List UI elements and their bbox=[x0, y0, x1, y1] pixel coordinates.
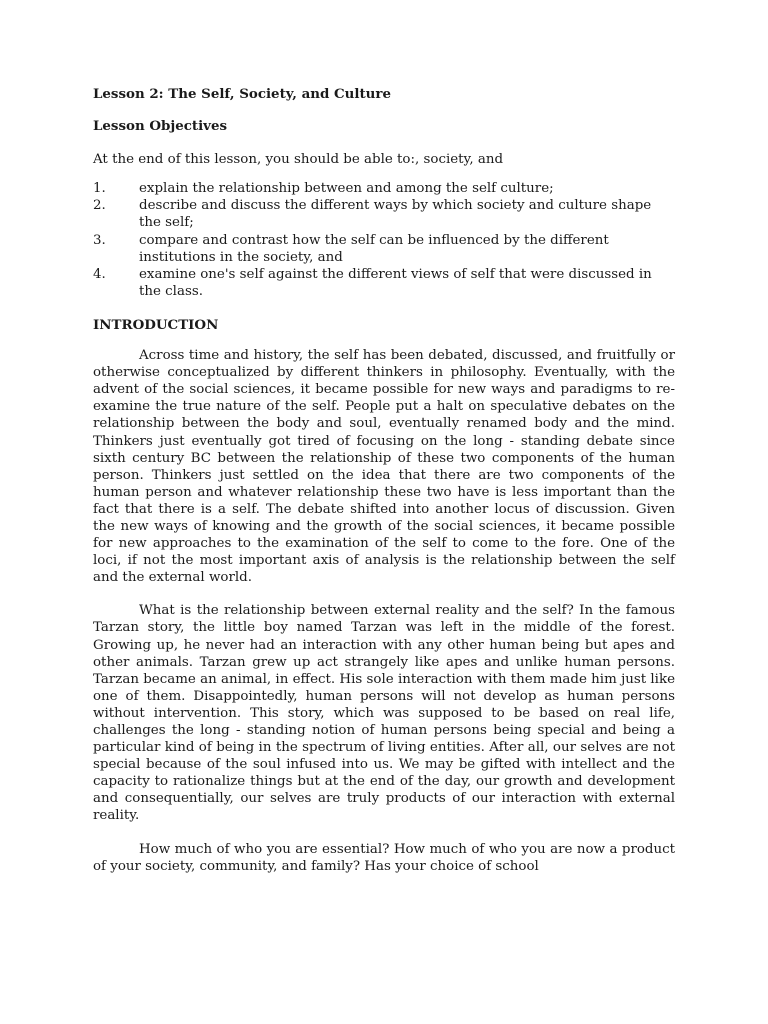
objective-item bbox=[93, 266, 675, 300]
body-paragraph: How much of who you are essential? How much of who you are now a product of your society, community, and family? Has your choice of school bbox=[93, 841, 675, 874]
objective-number: 2. bbox=[93, 198, 106, 214]
objective-item bbox=[93, 180, 675, 197]
objective-number: 4. bbox=[93, 266, 106, 282]
objectives-lead: At the end of this lesson, you should be able to:, society, and bbox=[93, 152, 504, 168]
document-page bbox=[93, 86, 675, 875]
objective-text: explain the relationship between and among the self culture; bbox=[139, 181, 554, 197]
objective-text: examine one's self against the different views of self that were discussed in the class. bbox=[139, 266, 652, 299]
objective-number: 3. bbox=[93, 232, 106, 248]
body-paragraph: What is the relationship between external reality and the self? In the famous Tarzan story, the little boy named Tarzan was left in the middle of the forest. Growing up, he never had an interaction with any other human being but apes and other animals. Tarzan grew up act strangely like apes and unlike human persons. Tarzan became an animal, in effect. His sole interaction with them made him just like one of them. Disappointedly, human persons will not develop as human persons without intervention. This story, which was supposed to be based on real life, challenges the long - standing notion of human persons being special and being a particular kind of being in the spectrum of living entities. After all, our selves are not special because of the soul infused into us. We may be gifted with intellect and the capacity to rationalize things but at the end of the day, our growth and development and consequentially, our selves are truly products of our interaction with external reality. bbox=[93, 603, 675, 824]
objective-item bbox=[93, 232, 675, 266]
introduction-heading: INTRODUCTION bbox=[93, 316, 219, 333]
body-paragraph: Across time and history, the self has been debated, discussed, and fruitfully or otherwise conceptualized by different thinkers in philosophy. Eventually, with the advent of the social sciences, it became possible for new ways and paradigms to re-examine the true nature of the self. People put a halt on speculative debates on the relationship between the body and soul, eventually renamed body and the mind. Thinkers just eventually got tired of focusing on the long - standing debate since sixth century BC between the relationship of these two components of the human person. Thinkers just settled on the idea that there are two components of the human person and whatever relationship these two have is less important than the fact that there is a self. The debate shifted into another locus of discussion. Given the new ways of knowing and the growth of the social sciences, it became possible for new approaches to the examination of the self to come to the fore. One of the loci, if not the most important axis of analysis is the relationship between the self and the external world. bbox=[93, 348, 675, 586]
objective-number: 1. bbox=[93, 181, 106, 197]
objectives-list bbox=[93, 180, 675, 300]
objectives-heading: Lesson Objectives bbox=[93, 118, 227, 135]
objective-text: compare and contrast how the self can be influenced by the different institutions in the society, and bbox=[139, 232, 609, 265]
objective-text: describe and discuss the different ways by which society and culture shape the self; bbox=[139, 198, 652, 231]
objective-item bbox=[93, 197, 675, 231]
lesson-title: Lesson 2: The Self, Society, and Culture bbox=[93, 86, 391, 102]
